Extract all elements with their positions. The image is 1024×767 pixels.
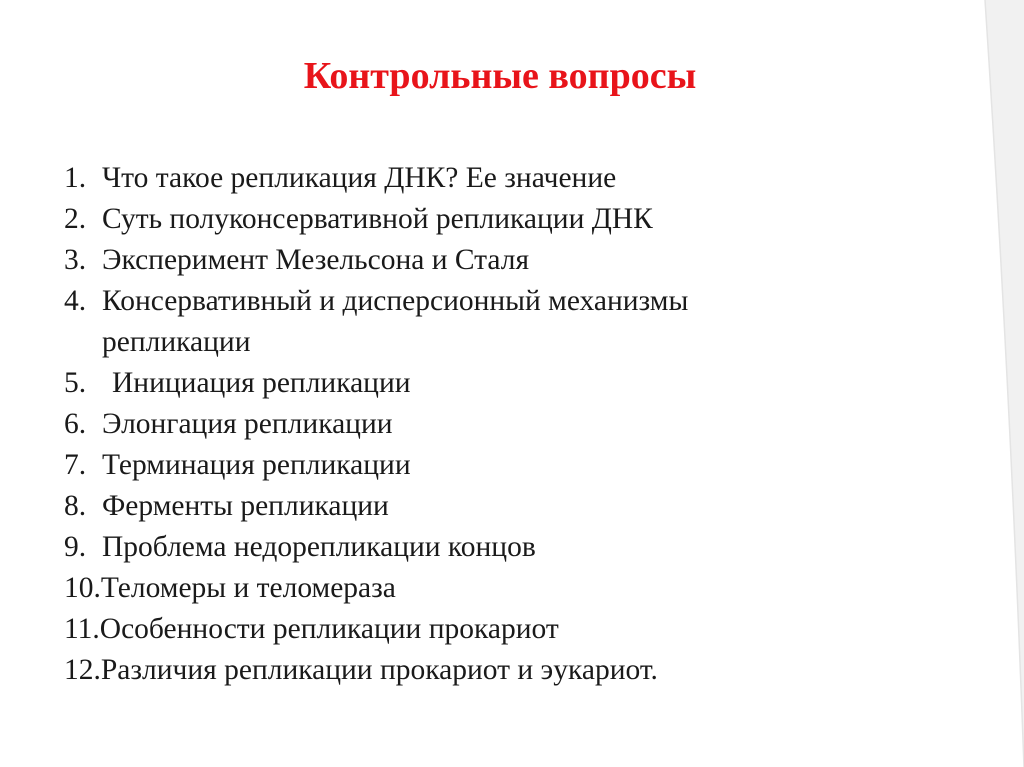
item-text: Инициация репликации bbox=[112, 367, 411, 399]
item-number: 1. bbox=[64, 162, 87, 194]
item-text: Что такое репликация ДНК? Ее значение bbox=[102, 162, 617, 194]
item-number: 9. bbox=[64, 531, 87, 563]
questions-list bbox=[64, 158, 832, 691]
item-text: Особенности репликации прокариот bbox=[99, 613, 559, 645]
list-item bbox=[64, 445, 832, 486]
item-text: Теломеры и теломераза bbox=[100, 572, 396, 604]
item-text: Проблема недорепликации концов bbox=[102, 531, 536, 563]
page-edge-shadow bbox=[985, 0, 1024, 767]
item-number: 10. bbox=[64, 572, 101, 604]
list-item bbox=[64, 609, 832, 650]
list-item bbox=[64, 158, 832, 199]
item-text: Суть полуконсервативной репликации ДНК bbox=[102, 203, 653, 235]
item-text: Консервативный и дисперсионный механизмы репликации bbox=[102, 285, 689, 358]
list-item bbox=[64, 199, 832, 240]
page-edge-line bbox=[985, 0, 1024, 767]
item-number: 8. bbox=[64, 490, 87, 522]
item-number: 2. bbox=[64, 203, 87, 235]
list-item bbox=[64, 486, 832, 527]
item-text: Различия репликации прокариот и эукариот. bbox=[100, 654, 658, 686]
slide-title: Контрольные вопросы bbox=[303, 55, 697, 97]
list-item bbox=[64, 281, 832, 363]
list-item bbox=[64, 568, 832, 609]
list-item bbox=[64, 240, 832, 281]
item-text: Терминация репликации bbox=[102, 449, 411, 481]
item-number: 6. bbox=[64, 408, 87, 440]
list-item bbox=[64, 527, 832, 568]
item-number: 11. bbox=[64, 613, 100, 645]
item-number: 5. bbox=[64, 367, 87, 399]
list-item bbox=[64, 363, 832, 404]
list-item bbox=[64, 404, 832, 445]
item-text: Элонгация репликации bbox=[102, 408, 393, 440]
item-text: Эксперимент Мезельсона и Сталя bbox=[102, 244, 530, 276]
item-number: 12. bbox=[64, 654, 101, 686]
item-number: 3. bbox=[64, 244, 87, 276]
item-number: 4. bbox=[64, 285, 87, 317]
item-text: Ферменты репликации bbox=[102, 490, 389, 522]
list-item bbox=[64, 650, 832, 691]
item-number: 7. bbox=[64, 449, 87, 481]
